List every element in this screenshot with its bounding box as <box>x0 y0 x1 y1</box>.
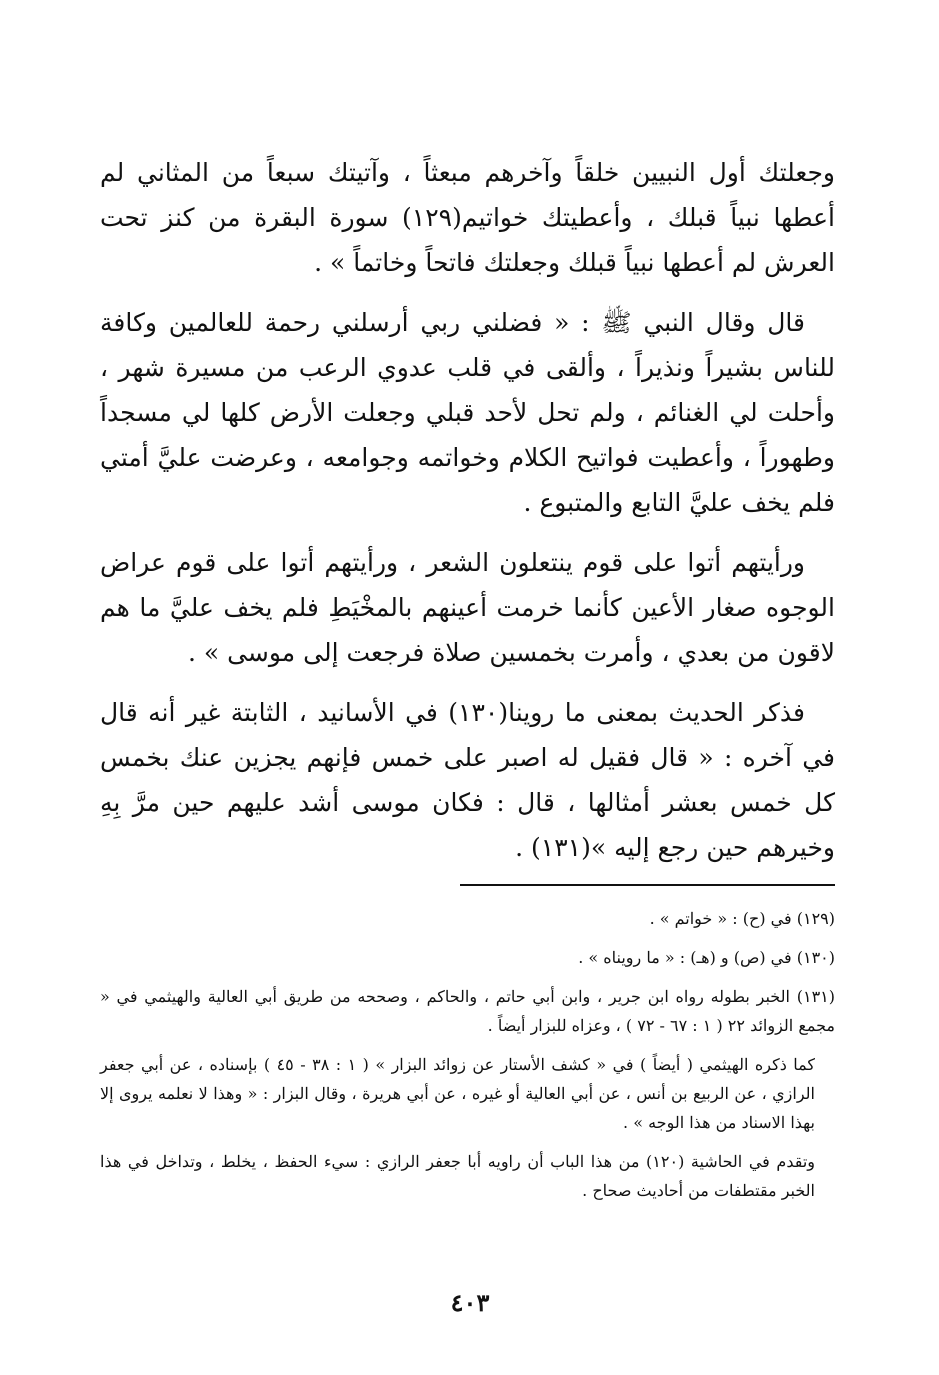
paragraph-4: فذكر الحديث بمعنى ما روينا(١٣٠) في الأسانيد ، الثابتة غير أنه قال في آخره : « قال فقيل له اصبر على خمس فإنهم يجزين عنك بخمس كل خمس بعشر أمثالها ، قال : فكان موسى أشد عليهم حين مرَّ بِهِ وخيرهم حين رجع إليه »(١٣١) . <box>100 698 835 862</box>
footnote-131-continued: كما ذكره الهيثمي ( أيضاً ) في « كشف الأستار عن زوائد البزار » ( ١ : ٣٨ - ٤٥ ) بإسناده ، عن أبي جعفر الرازي ، عن الربيع بن أنس ، عن أبي العالية أو غيره ، عن أبي هريرة ، وقال البزار : « وهذا لا نعلمه يروى إلا بهذا الاسناد من هذا الوجه » . <box>100 1055 816 1132</box>
footnote-129: (١٢٩) في (ح) : « خواتم » . <box>649 909 835 928</box>
main-text <box>100 150 835 885</box>
footnote-131: (١٣١) الخبر بطوله رواه ابن جرير ، وابن أبي حاتم ، والحاكم ، وصححه من طريق أبي العالية والهيثمي في « مجمع الزوائد ٢٢ ( ١ : ٦٧ - ٧٢ ) ، وعزاه للبزار أيضاً . <box>100 987 836 1035</box>
footnotes <box>100 904 835 1215</box>
page-number: ٤٠٣ <box>450 1288 490 1317</box>
paragraph-3: ورأيتهم أتوا على قوم ينتعلون الشعر ، ورأيتهم أتوا على قوم عراض الوجوه صغار الأعين كأنما خرمت أعينهم بالمخْيَطِ فلم يخف عليَّ ما هم لاقون من بعدي ، وأمرت بخمسين صلاة فرجعت إلى موسى » . <box>100 548 835 667</box>
footnote-131-note: وتقدم في الحاشية (١٢٠) من هذا الباب أن راويه أبا جعفر الرازي : سيء الحفظ ، يخلط ، وتداخل في هذا الخبر مقتطفات من أحاديث صحاح . <box>100 1152 815 1200</box>
paragraph-2: قال وقال النبي ﷺ : « فضلني ربي أرسلني رحمة للعالمين وكافة للناس بشيراً ونذيراً ، وألقى في قلب عدوي الرعب من مسيرة شهر ، وأحلت لي الغنائم ، ولم تحل لأحد قبلي وجعلت الأرض كلها لي مسجداً وطهوراً ، وأعطيت فواتيح الكلام وخواتمه وجوامعه ، وعرضت عليَّ أمتي فلم يخف عليَّ التابع والمتبوع . <box>100 308 835 517</box>
footnote-separator <box>460 884 835 886</box>
footnote-130: (١٣٠) في (ص) و (هـ) : « ما رويناه » . <box>578 948 835 967</box>
paragraph-1: وجعلتك أول النبيين خلقاً وآخرهم مبعثاً ، وآتيتك سبعاً من المثاني لم أعطها نبياً قبلك ، وأعطيتك خواتيم(١٢٩) سورة البقرة من كنز تحت العرش لم أعطها نبياً قبلك وجعلتك فاتحاً وخاتماً » . <box>100 158 835 277</box>
